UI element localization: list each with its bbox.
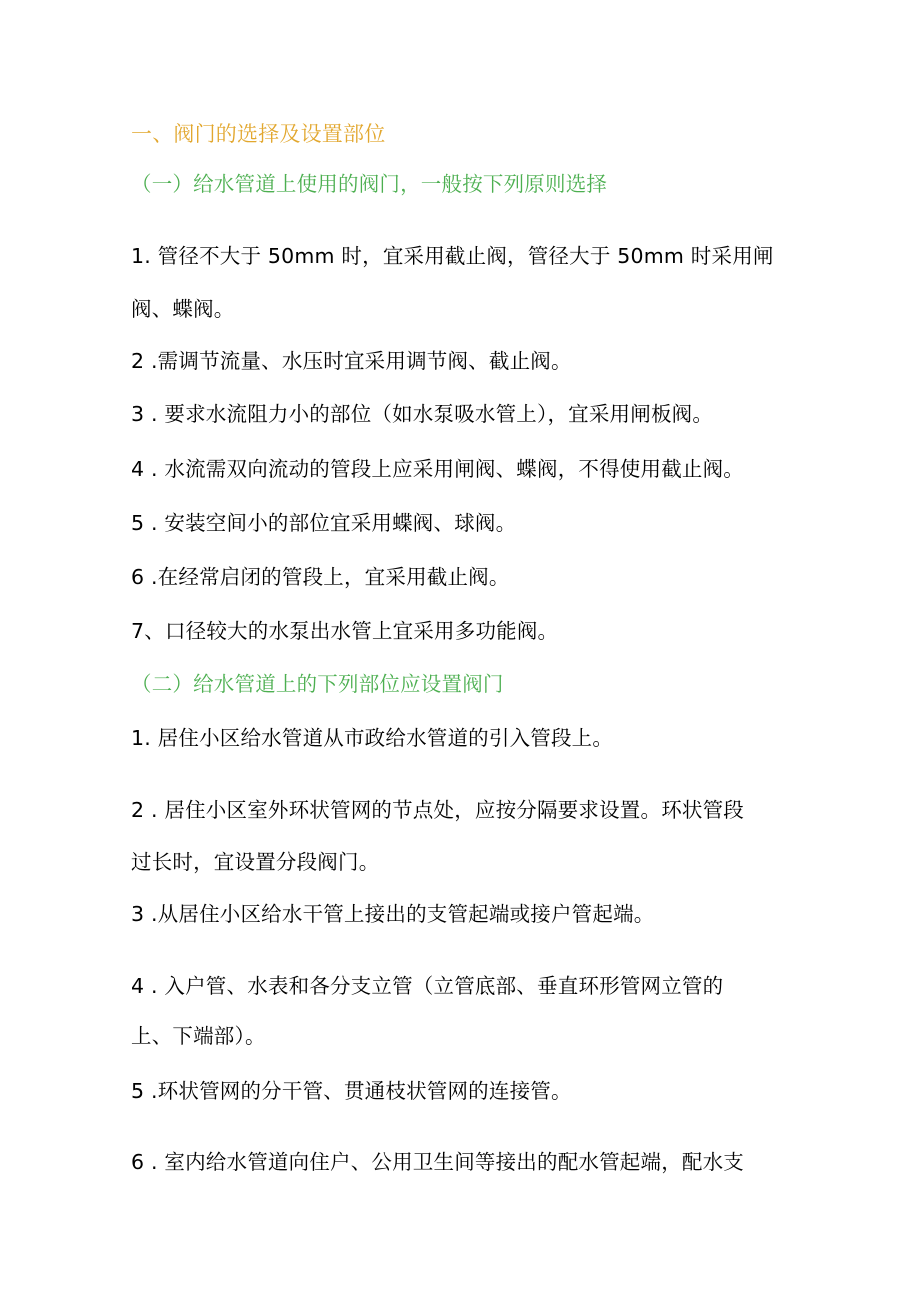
section2-item-5: 5 .环状管网的分干管、贯通枝状管网的连接管。: [131, 1079, 572, 1103]
section1-title: （一）给水管道上使用的阀门，一般按下列原则选择: [131, 172, 608, 196]
section1-item-1-line1: 1. 管径不大于 50mm 时，宜采用截止阀，管径大于 50mm 时采用闸: [131, 244, 774, 268]
section1-item-2: 2 .需调节流量、水压时宜采用调节阀、截止阀。: [131, 349, 572, 373]
section2-item-3: 3 .从居住小区给水干管上接出的支管起端或接户管起端。: [131, 902, 655, 926]
section2-item-2-line2: 过长时，宜设置分段阀门。: [131, 850, 380, 874]
section1-item-6: 6 .在经常启闭的管段上，宜采用截止阀。: [131, 565, 510, 589]
section2-item-2-line1: 2 . 居住小区室外环状管网的节点处，应按分隔要求设置。环状管段: [131, 798, 744, 822]
section1-item-4: 4 . 水流需双向流动的管段上应采用闸阀、蝶阀，不得使用截止阀。: [131, 457, 744, 481]
section1-item-7: 7、口径较大的水泵出水管上宜采用多功能阀。: [131, 619, 559, 643]
section2-item-1: 1. 居住小区给水管道从市政给水管道的引入管段上。: [131, 726, 614, 750]
section2-title: （二）给水管道上的下列部位应设置阀门: [131, 672, 504, 696]
section2-item-4-line2: 上、下端部）。: [131, 1024, 266, 1048]
section2-item-4-line1: 4 . 入户管、水表和各分支立管（立管底部、垂直环形管网立管的: [131, 974, 724, 998]
section1-item-5: 5 . 安装空间小的部位宜采用蝶阀、球阀。: [131, 511, 517, 535]
section-heading: 一、阀门的选择及设置部位: [131, 122, 386, 146]
section1-item-3: 3 . 要求水流阻力小的部位（如水泵吸水管上），宜采用闸板阀。: [131, 402, 714, 426]
section2-item-6: 6 . 室内给水管道向住户、公用卫生间等接出的配水管起端，配水支: [131, 1150, 744, 1174]
section1-item-1-line2: 阀、蝶阀。: [131, 297, 235, 321]
